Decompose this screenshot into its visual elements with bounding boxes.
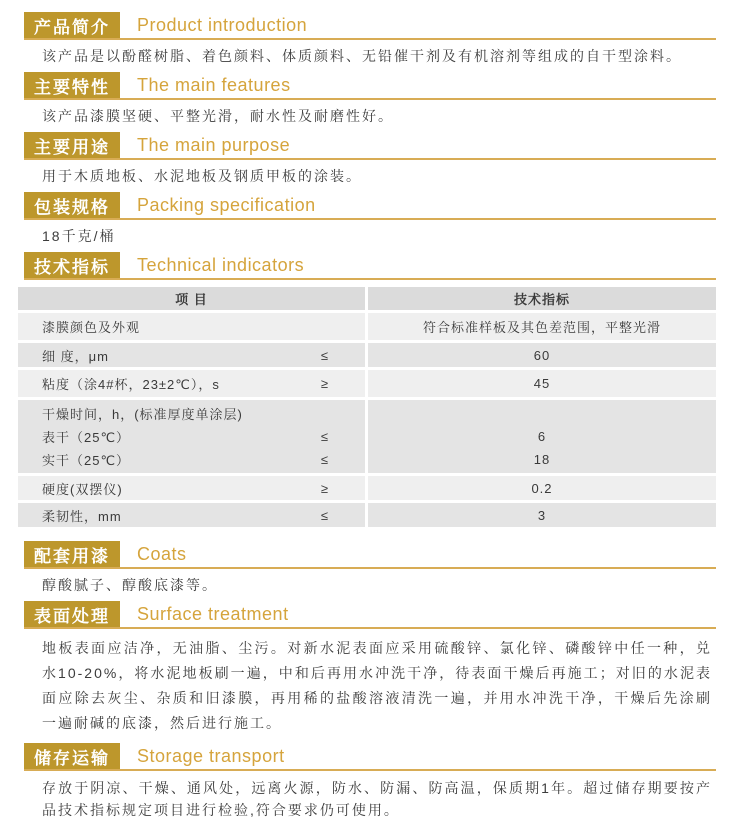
section-coats [0,541,730,594]
row-comparison-symbol: ≤ [320,507,329,523]
row-item-label: 细 度，μm [42,348,109,364]
section-body: 该产品是以酚醛树脂、着色颜料、体质颜料、无铅催干剂及有机溶剂等组成的自干型涂料。 [42,48,682,64]
row-comparison-symbol: ≤ [320,347,329,363]
table-row-flexibility [18,503,716,527]
table-row-drying-time-group [18,400,716,473]
row-spec-value-empty [368,402,716,425]
group-label: 干燥时间，h，(标准厚度单涂层) [42,407,243,422]
section-product-introduction [0,12,730,65]
section-body: 用于木质地板、水泥地板及钢质甲板的涂装。 [42,168,362,184]
section-title-en: The main purpose [137,134,291,155]
row-item-label: 表干（25℃） [42,430,131,445]
table-row-viscosity [18,370,716,397]
section-badge-cn: 主要用途 [24,132,120,158]
section-surface-treatment [0,601,730,736]
section-title-en: Surface treatment [137,603,289,624]
section-body: 地板表面应洁净，无油脂、尘污。对新水泥表面应采用硫酸锌、氯化锌、磷酸锌中任一种，兑水10-20%，将水泥地板刷一遍，中和后再用水冲洗干净，待表面干燥后再施工；对旧的水泥表面应除去灰尘、杂质和旧漆膜，再用稀的盐酸溶液清洗一遍，并用水冲洗干净，干燥后先涂刷一遍耐碱的底漆，然后进行施工。 [42,640,712,731]
row-item-label: 漆膜颜色及外观 [42,320,141,335]
section-header [24,743,716,771]
section-main-features [0,72,730,125]
section-storage-transport [0,743,730,821]
row-spec-value: 6 [537,429,547,444]
section-title-en: Storage transport [137,745,285,766]
row-spec-value: 符合标准样板及其色差范围，平整光滑 [368,313,716,340]
section-badge-cn: 储存运输 [24,743,120,769]
row-item-label: 柔韧性，mm [42,508,122,524]
section-header [24,192,716,220]
section-body: 存放于阴凉、干燥、通风处，远离火源，防水、防漏、防高温，保质期1年。超过储存期要按产品技术指标规定项目进行检验,符合要求仍可使用。 [42,780,712,818]
section-header [24,541,716,569]
section-badge-cn: 包装规格 [24,192,120,218]
section-technical-indicators [0,252,730,527]
row-item-label: 硬度(双摆仪) [42,481,123,497]
row-spec-value: 0.2 [368,476,716,500]
section-main-purpose [0,132,730,185]
section-badge-cn: 产品简介 [24,12,120,38]
table-header-item: 项 目 [18,287,365,310]
row-spec-value: 60 [368,343,716,367]
table-row-hardness [18,476,716,500]
row-item-label: 实干（25℃） [42,453,131,468]
row-comparison-symbol: ≤ [320,452,329,467]
section-title-en: Packing specification [137,194,316,215]
section-badge-cn: 表面处理 [24,601,120,627]
section-header [24,252,716,280]
row-spec-value: 3 [368,503,716,527]
technical-indicators-table [18,287,716,527]
row-comparison-symbol: ≥ [320,480,329,496]
row-spec-value: 18 [533,452,551,467]
section-body: 18千克/桶 [42,228,116,244]
section-title-en: Coats [137,543,187,564]
row-comparison-symbol: ≥ [320,376,329,391]
table-header-row [18,287,716,310]
section-header [24,72,716,100]
section-badge-cn: 主要特性 [24,72,120,98]
section-title-en: Technical indicators [137,254,305,275]
section-body: 该产品漆膜坚硬、平整光滑，耐水性及耐磨性好。 [42,108,394,124]
section-packing-specification [0,192,730,245]
section-body: 醇酸腻子、醇酸底漆等。 [42,577,218,593]
section-header [24,132,716,160]
section-title-en: Product introduction [137,14,308,35]
table-row-film-color [18,313,716,340]
section-header [24,601,716,629]
row-spec-value: 45 [368,370,716,397]
section-badge-cn: 技术指标 [24,252,120,278]
section-title-en: The main features [137,74,291,95]
table-header-spec: 技术指标 [368,287,716,310]
section-badge-cn: 配套用漆 [24,541,120,567]
row-comparison-symbol: ≤ [320,429,329,444]
section-header [24,12,716,40]
row-item-label: 粘度（涂4#杯，23±2℃），s [42,377,220,392]
table-row-fineness [18,343,716,367]
